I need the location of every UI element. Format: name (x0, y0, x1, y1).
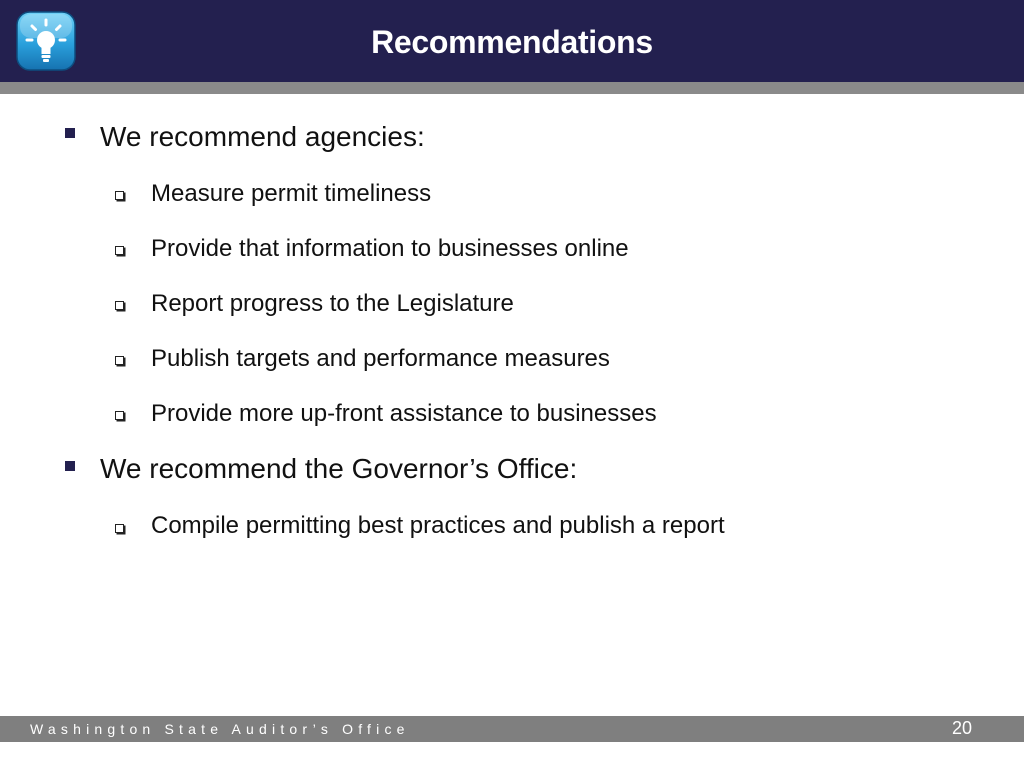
footer-organization: Washington State Auditor’s Office (30, 721, 410, 737)
hollow-square-bullet-icon (115, 246, 124, 255)
hollow-square-bullet-icon (115, 524, 124, 533)
slide-title: Recommendations (371, 24, 653, 60)
hollow-square-bullet-icon (115, 356, 124, 365)
header-divider (0, 82, 1024, 94)
hollow-square-bullet-icon (115, 191, 124, 200)
bullet-heading-agencies: We recommend agencies: (100, 121, 425, 152)
hollow-square-bullet-icon (115, 411, 124, 420)
square-bullet-icon (65, 128, 75, 138)
page-number: 20 (951, 718, 972, 738)
hollow-square-bullet-icon (115, 301, 124, 310)
square-bullet-icon (65, 461, 75, 471)
bullet-item: Provide more up-front assistance to businesses (151, 400, 657, 427)
bullet-heading-governors-office: We recommend the Governor’s Office: (100, 453, 578, 484)
bullet-item: Measure permit timeliness (151, 180, 432, 207)
bullet-item: Compile permitting best practices and publish a report (151, 512, 725, 539)
bullet-item: Report progress to the Legislature (151, 290, 514, 317)
bullet-item: Publish targets and performance measures (151, 345, 610, 372)
bullet-item: Provide that information to businesses online (151, 235, 629, 262)
